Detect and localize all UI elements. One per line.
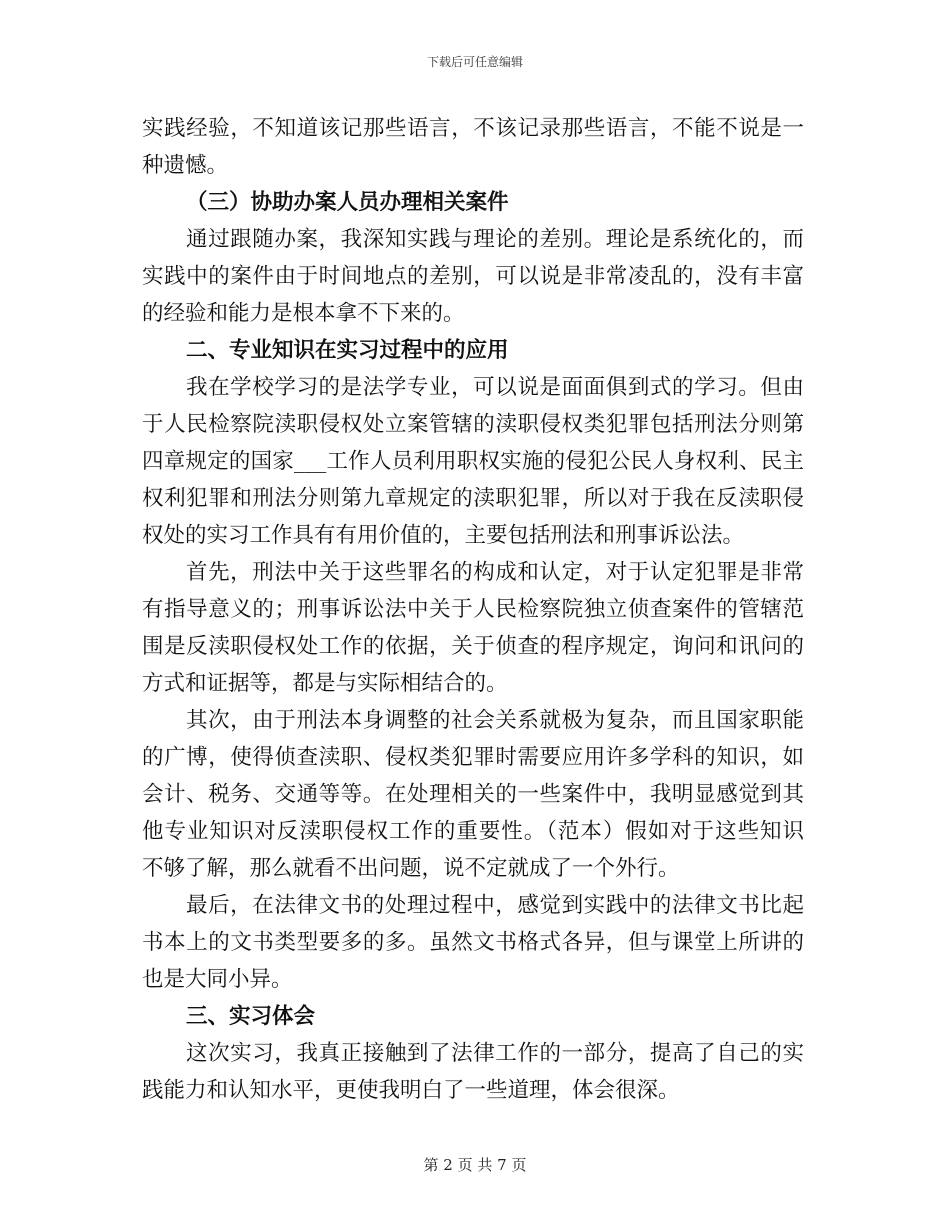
text-line: 的广博，使得侦查渎职、侵权类犯罪时需要应用许多学科的知识，如	[142, 745, 804, 770]
heading-text: 二、专业知识在实习过程中的应用	[186, 338, 509, 363]
text-line: 方式和证据等，都是与实际相结合的。	[142, 671, 508, 696]
text-line: 通过跟随办案，我深知实践与理论的差别。理论是系统化的，而	[186, 227, 804, 252]
text-line: 我在学校学习的是法学专业，可以说是面面俱到式的学习。但由	[186, 375, 804, 400]
text-line: 也是大同小异。	[142, 967, 293, 992]
text-line: 践能力和认知水平，更使我明白了一些道理，体会很深。	[142, 1078, 680, 1103]
page-header: 下载后可任意编辑	[426, 55, 523, 69]
heading-text: （三）协助办案人员办理相关案件	[186, 190, 509, 215]
text-line: 实践经验，不知道该记那些语言，不该记录那些语言，不能不说是一	[142, 116, 804, 141]
text-line: 有指导意义的；刑事诉讼法中关于人民检察院独立侦查案件的管辖范	[142, 597, 804, 622]
text-line: 权处的实习工作具有有用价值的，主要包括刑法和刑事诉讼法。	[142, 523, 745, 548]
page-number-footer: 第 2 页 共 7 页	[423, 1156, 527, 1174]
text-line: 于人民检察院渎职侵权处立案管辖的渎职侵权类犯罪包括刑法分则第	[142, 412, 804, 437]
text-line: 围是反渎职侵权处工作的依据，关于侦查的程序规定，询问和讯问的	[142, 634, 804, 659]
text-line: 首先，刑法中关于这些罪名的构成和认定，对于认定犯罪是非常	[186, 560, 804, 585]
text-line: 书本上的文书类型要多的多。虽然文书格式各异，但与课堂上所讲的	[142, 930, 804, 955]
text-line: 不够了解，那么就看不出问题，说不定就成了一个外行。	[142, 856, 680, 881]
heading-text: 三、实习体会	[186, 1004, 316, 1029]
text-line: 权利犯罪和刑法分则第九章规定的渎职犯罪，所以对于我在反渎职侵	[142, 486, 804, 511]
text-line: 四章规定的国家___工作人员利用职权实施的侵犯公民人身权利、民主	[142, 449, 804, 474]
text-line: 种遗憾。	[142, 153, 229, 178]
text-line: 这次实习，我真正接触到了法律工作的一部分，提高了自己的实	[186, 1041, 804, 1066]
text-line: 最后，在法律文书的处理过程中，感觉到实践中的法律文书比起	[186, 893, 804, 918]
text-line: 会计、税务、交通等等。在处理相关的一些案件中，我明显感觉到其	[142, 782, 804, 807]
text-line: 的经验和能力是根本拿不下来的。	[142, 301, 465, 326]
text-line: 其次，由于刑法本身调整的社会关系就极为复杂，而且国家职能	[186, 708, 804, 733]
text-line: 实践中的案件由于时间地点的差别，可以说是非常凌乱的，没有丰富	[142, 264, 804, 289]
text-line: 他专业知识对反渎职侵权工作的重要性。（范本）假如对于这些知识	[142, 819, 804, 844]
